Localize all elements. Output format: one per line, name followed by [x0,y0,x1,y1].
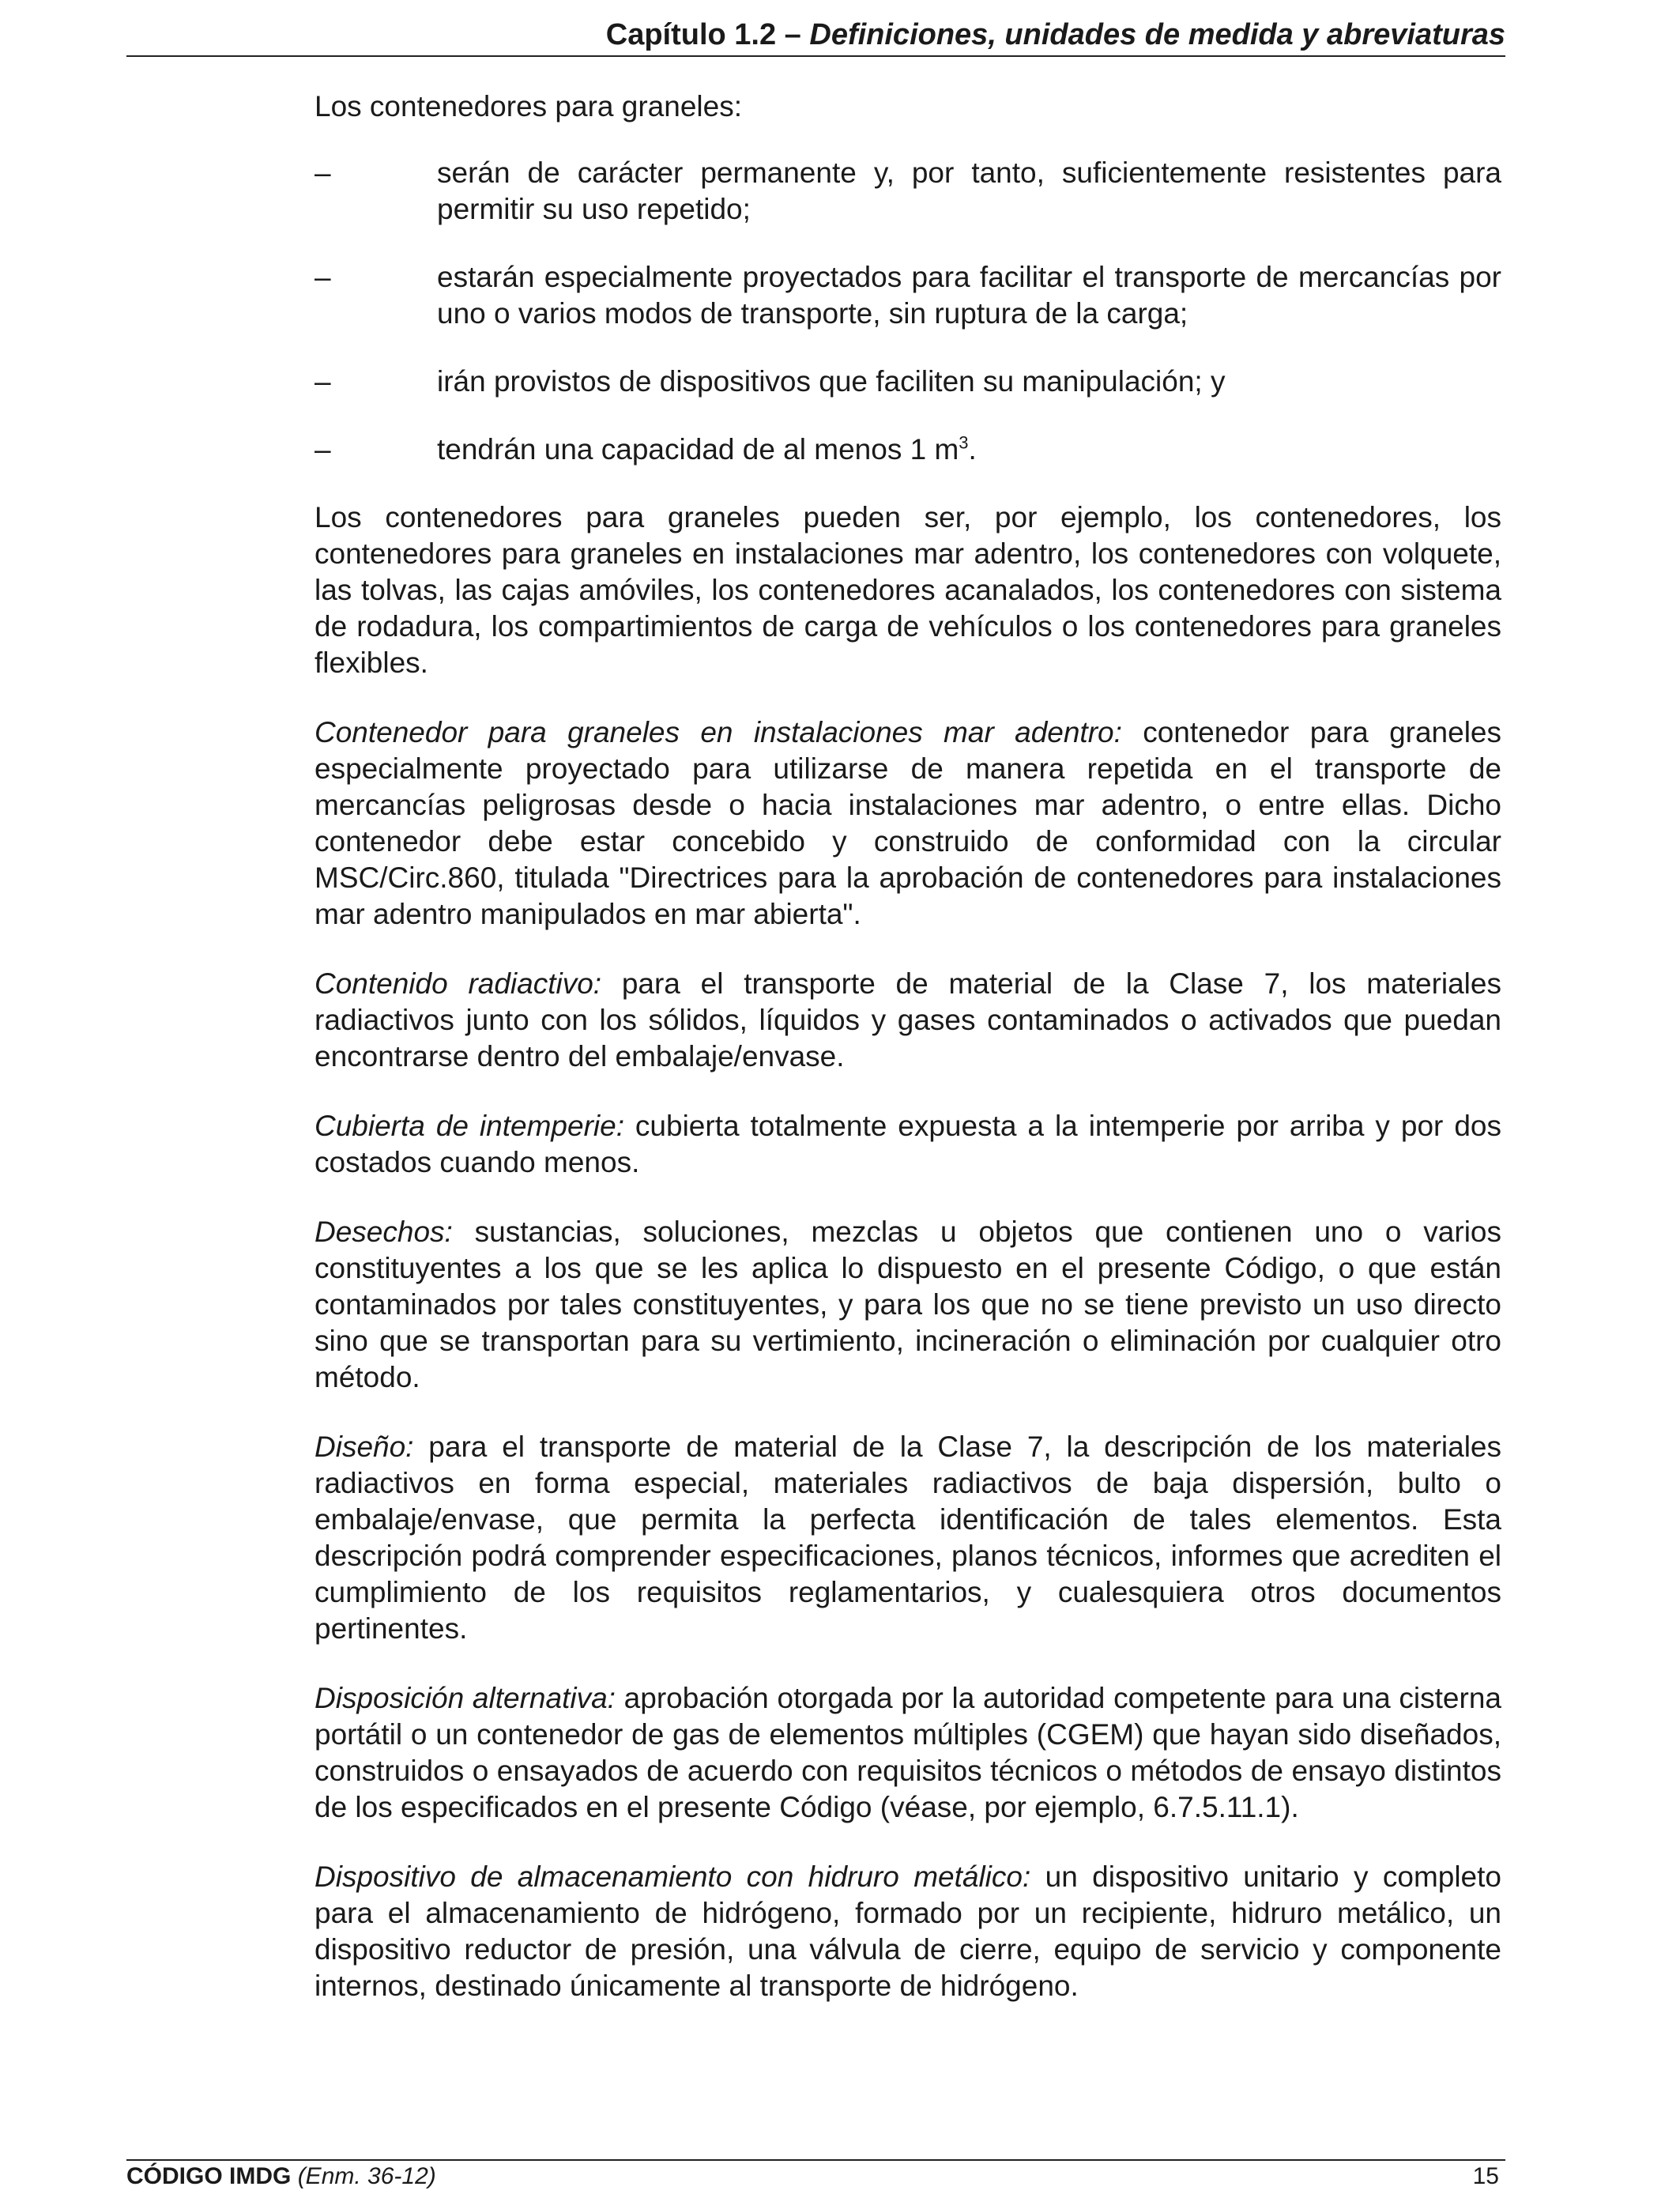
superscript-exponent: 3 [959,432,969,453]
list-item-text: tendrán una capacidad de al menos 1 m [437,433,959,466]
definition-paragraph [315,1859,1501,2004]
definition-term: Disposición alternativa: [315,1682,616,1714]
list-item-text: serán de carácter permanente y, por tanto, suficientemente resistentes para permitir su uso repetido; [437,156,1501,225]
page-number: 15 [1472,2163,1499,2189]
bullet-list [315,155,1501,468]
list-item-text: irán provistos de dispositivos que faciliten su manipulación; y [437,365,1226,398]
definition-text: cubierta totalmente expuesta a la intemperie por arriba y por dos costados cuando menos. [315,1110,1501,1178]
definition-term: Contenido radiactivo: [315,967,602,1000]
code-name: CÓDIGO IMDG [126,2163,292,2189]
definition-paragraph [315,1108,1501,1181]
definition-text: un dispositivo unitario y completo para el almacenamiento de hidrógeno, formado por un recipiente, hidruro metálico, un dispositivo reductor de presión, una válvula de cierre, equipo de servicio y componente internos, destinado únicamente al transporte de hidrógeno. [315,1860,1501,2002]
dash-marker: – [315,261,331,293]
definition-paragraph [315,1680,1501,1826]
definition-text: sustancias, soluciones, mezclas u objetos que contienen uno o varios constituyentes a los que se les aplica lo dispuesto en el presente Código, o que están contaminados por tales constituyentes, y para los que no se tiene previsto un uso directo sino que se transportan para su vertimiento, incineración o eliminación por cualquier otro método. [315,1216,1501,1393]
definition-term: Desechos: [315,1216,453,1248]
page-body [315,89,1501,2038]
list-item [315,259,1501,332]
page-footer [126,2159,1505,2192]
list-item [315,364,1501,400]
definition-text: aprobación otorgada por la autoridad competente para una cisterna portátil o un contenedor de gas de elementos múltiples (CGEM) que hayan sido diseñados, construidos o ensayados de acuerdo con requisitos técnicos o métodos de ensayo distintos de los especificados en el presente Código (véase, por ejemplo, 6.7.5.11.1). [315,1682,1501,1823]
definition-text: para el transporte de material de la Clase 7, la descripción de los materiales radiactivos en forma especial, materiales radiactivos de baja dispersión, bulto o embalaje/envase, que permita la perfecta identificación de tales elementos. Esta descripción podrá comprender especificaciones, planos técnicos, informes que acrediten el cumplimiento de los requisitos reglamentarios, y cualesquiera otros documentos pertinentes. [315,1431,1501,1645]
definition-term: Dispositivo de almacenamiento con hidruro metálico: [315,1860,1031,1893]
definition-term: Cubierta de intemperie: [315,1110,624,1142]
dash-marker: – [315,156,331,189]
chapter-title: Definiciones, unidades de medida y abreviaturas [809,18,1505,51]
definition-paragraph [315,1214,1501,1396]
dash-marker: – [315,433,331,466]
definition-text: para el transporte de material de la Clase 7, los materiales radiactivos junto con los sólidos, líquidos y gases contaminados o activados que puedan encontrarse dentro del embalaje/envase. [315,967,1501,1072]
list-item-text: estarán especialmente proyectados para facilitar el transporte de mercancías por uno o varios modos de transporte, sin ruptura de la carga; [437,261,1501,330]
definition-paragraph [315,966,1501,1075]
dash-marker: – [315,365,331,398]
list-item [315,155,1501,228]
page-header [126,14,1505,57]
definition-text: contenedor para graneles especialmente proyectado para utilizarse de manera repetida en el transporte de mercancías peligrosas desde o hacia instalaciones mar adentro, o entre ellas. Dicho contenedor debe estar concebido y construido de conformidad con la circular MSC/Circ.860, titulada "Directrices para la aprobación de contenedores para instalaciones mar adentro manipulados en mar abierta". [315,716,1502,930]
examples-paragraph: Los contenedores para graneles pueden ser, por ejemplo, los contenedores, los contenedores para graneles en instalaciones mar adentro, los contenedores con volquete, las tolvas, las cajas amóviles, los contenedores acanalados, los contenedores con sistema de rodadura, los compartimientos de carga de vehículos o los contenedores para graneles flexibles. [315,501,1501,679]
definition-term: Contenedor para graneles en instalaciones mar adentro: [315,716,1122,748]
definition-term: Diseño: [315,1431,414,1463]
definition-paragraph [315,714,1501,933]
list-item [315,432,1501,468]
chapter-number: Capítulo 1.2 – [605,18,801,51]
amendment-label: (Enm. 36-12) [297,2163,436,2189]
intro-paragraph: Los contenedores para graneles: [315,90,742,123]
definition-paragraph [315,1429,1501,1647]
list-item-period: . [968,433,977,466]
